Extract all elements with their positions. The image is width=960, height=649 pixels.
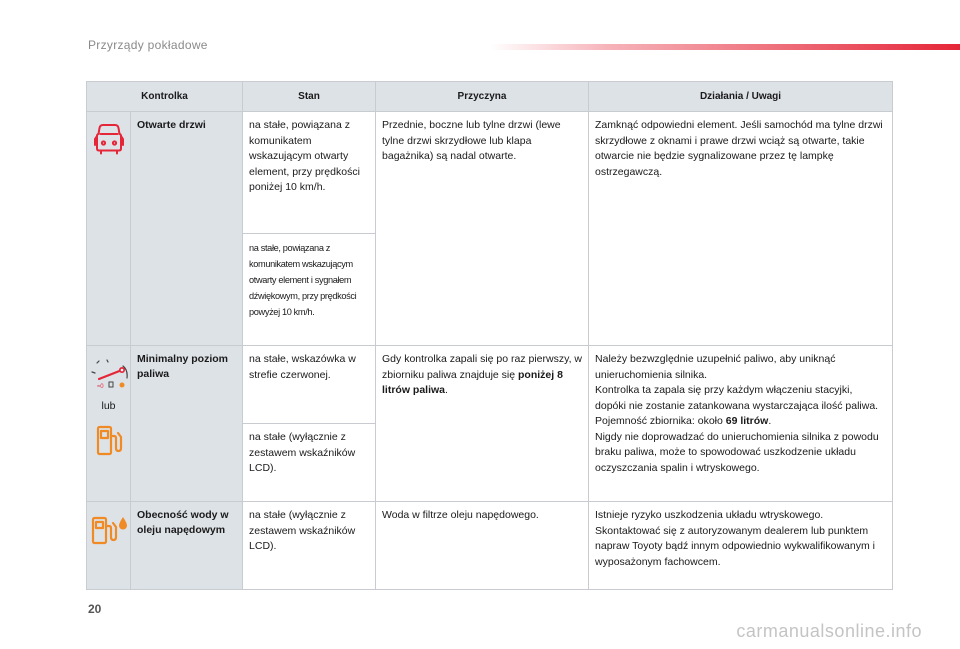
action-text-part: Pojemność zbiornika: około — [595, 415, 726, 427]
watermark: carmanualsonline.info — [736, 621, 922, 641]
state-text: na stałe (wyłącznie z zestawem wskaźników LCD). — [243, 424, 376, 502]
action-line — [595, 414, 886, 430]
door-open-icon — [87, 122, 130, 158]
warning-lamps-table — [86, 81, 893, 590]
action-text-bold: 69 litrów — [725, 415, 769, 427]
column-header-kontrolka: Kontrolka — [87, 82, 243, 112]
table-header-row — [87, 82, 893, 112]
lamp-name: Obecność wody w oleju napędowym — [131, 502, 243, 590]
action-line: Należy bezwzględnie uzupełnić paliwo, aby uniknąć unieruchomienia silnika. — [595, 353, 836, 381]
section-title: Przyrządy pokładowe — [88, 38, 208, 52]
lamp-icon-cell — [87, 346, 131, 502]
lamp-name: Otwarte drzwi — [131, 112, 243, 346]
cause-text: Przednie, boczne lub tylne drzwi (lewe tylne drzwi skrzydłowe lub klapa bagażnika) są nadal otwarte. — [376, 112, 589, 346]
table-row — [87, 346, 893, 424]
lamp-icon-cell — [87, 502, 131, 590]
state-text: na stałe, powiązana z komunikatem wskazującym otwarty element, przy prędkości poniżej 10 km/h. — [243, 112, 376, 234]
action-text — [589, 346, 893, 502]
state-text: na stałe, wskazówka w strefie czerwonej. — [243, 346, 376, 424]
state-text: na stałe, powiązana z komunikatem wskazującym otwarty element i sygnałem dźwiękowym, przy prędkości powyżej 10 km/h. — [243, 234, 376, 346]
cause-text-part: Gdy kontrolka zapali się po raz pierwszy, w zbiorniku paliwa znajduje się — [382, 353, 582, 381]
svg-text:≈0: ≈0 — [96, 384, 104, 390]
table-row — [87, 112, 893, 234]
action-line: Kontrolka ta zapala się przy każdym włączeniu stacyjki, dopóki nie zostanie zatankowana wystarczająca ilość paliwa. — [595, 384, 879, 412]
column-header-stan: Stan — [243, 82, 376, 112]
header-accent-bar — [490, 44, 960, 50]
action-text: Zamknąć odpowiedni element. Jeśli samochód ma tylne drzwi skrzydłowe z oknami i prawe drzwi wciąż są otwarte, takie otwarcie nie będzie sygnalizowane przez tę lampkę ostrzegawczą. — [589, 112, 893, 346]
water-in-diesel-icon — [87, 514, 130, 546]
lamp-icon-cell — [87, 112, 131, 346]
cause-text-bold: poniżej 8 litrów paliwa — [382, 368, 563, 396]
cause-text: Woda w filtrze oleju napędowego. — [376, 502, 589, 590]
fuel-gauge-icon — [87, 358, 130, 390]
action-text: Istnieje ryzyko uszkodzenia układu wtryskowego. Skontaktować się z autoryzowanym dealerem lub punktem napraw Toyoty bądź innym odpowiednio wykwalifikowanym i wyposażonym fachowcem. — [589, 502, 893, 590]
action-line: Nigdy nie doprowadzać do unieruchomienia silnika z powodu braku paliwa, może to spowodować uszkodzenie układu oczyszczania spalin i wtryskowego. — [595, 430, 879, 474]
table-row — [87, 502, 893, 590]
column-header-przyczyna: Przyczyna — [376, 82, 589, 112]
lamp-name: Minimalny poziom paliwa — [131, 346, 243, 502]
state-text: na stałe (wyłącznie z zestawem wskaźników LCD). — [243, 502, 376, 590]
action-text-part: . — [768, 415, 772, 427]
page-number: 20 — [88, 602, 102, 616]
fuel-pump-icon — [87, 424, 130, 458]
cause-text-part: . — [445, 384, 448, 396]
cause-text — [376, 346, 589, 502]
column-header-dzialania: Działania / Uwagi — [589, 82, 893, 112]
or-label: lub — [101, 400, 116, 412]
